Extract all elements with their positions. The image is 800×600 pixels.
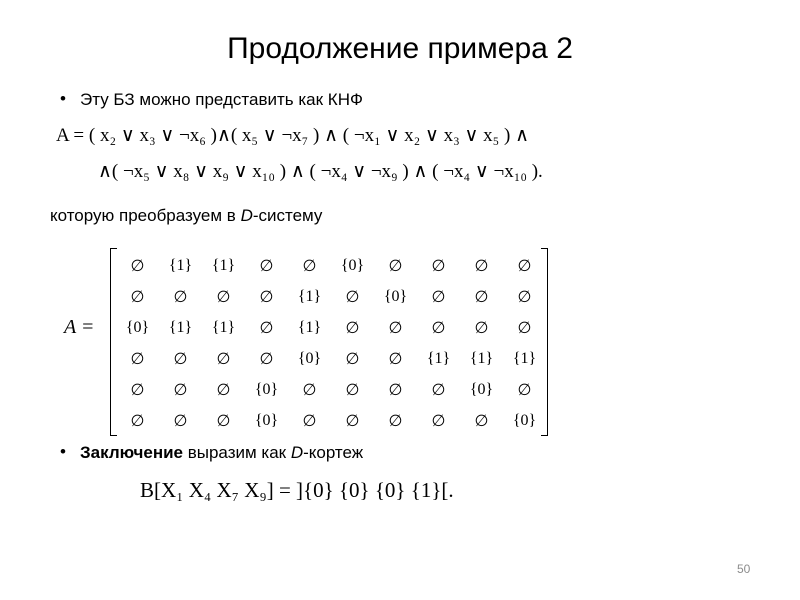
matrix-cell: {1}: [168, 318, 193, 336]
matrix-cell: ∅: [388, 381, 403, 399]
matrix-label: A =: [64, 316, 95, 338]
d-tuple-formula: B[X₁ X₄ X₇ X₉] = ]{0} {0} {0} {1}[.: [140, 478, 454, 502]
matrix-cell: ∅: [130, 381, 145, 399]
matrix-cell: ∅: [431, 288, 446, 306]
matrix-cell: ∅: [474, 288, 489, 306]
matrix-cell: ∅: [388, 412, 403, 430]
matrix-cell: ∅: [302, 381, 317, 399]
matrix-cell: {0}: [297, 349, 322, 367]
matrix-cell: ∅: [302, 412, 317, 430]
matrix-cell: {0}: [512, 411, 537, 429]
transform-text: [50, 206, 322, 226]
matrix-cell: ∅: [517, 381, 532, 399]
matrix-cell: ∅: [130, 257, 145, 275]
matrix-cell: {1}: [168, 256, 193, 274]
transform-d-italic: D: [240, 206, 253, 225]
matrix-cell: ∅: [517, 257, 532, 275]
matrix-cell: ∅: [517, 319, 532, 337]
cnf-formula-line-1: A = ( x₂ ∨ x₃ ∨ ¬x₆ )∧( x₅ ∨ ¬x₇ ) ∧ ( ¬x₁ ∨ x₂ ∨ x₃ ∨ x₅ ) ∧: [56, 125, 530, 146]
matrix-cell: ∅: [216, 350, 231, 368]
matrix-cell: ∅: [216, 288, 231, 306]
matrix-cell: ∅: [345, 381, 360, 399]
conclusion-bold: Заключение: [80, 443, 183, 462]
matrix-cell: {0}: [254, 380, 279, 398]
matrix-cell: {1}: [297, 318, 322, 336]
d-system-matrix: [116, 250, 546, 436]
bullet-knf: [60, 89, 363, 110]
bullet-dot: •: [60, 442, 66, 461]
transform-prefix: которую преобразуем в: [50, 206, 241, 225]
matrix-right-bracket: [541, 248, 548, 436]
matrix-cell: ∅: [259, 350, 274, 368]
matrix-cell: ∅: [259, 257, 274, 275]
bullet-knf-text: Эту БЗ можно представить как КНФ: [80, 90, 363, 109]
matrix-cell: ∅: [431, 412, 446, 430]
matrix-cell: {0}: [340, 256, 365, 274]
transform-suffix: -систему: [252, 206, 323, 225]
matrix-cell: ∅: [431, 257, 446, 275]
conclusion-d-italic: D: [290, 443, 304, 462]
matrix-cell: {1}: [469, 349, 494, 367]
conclusion-tail: -кортеж: [303, 443, 364, 462]
matrix-cell: ∅: [216, 412, 231, 430]
cnf-formula-line-2: ∧( ¬x₅ ∨ x₈ ∨ x₉ ∨ x₁₀ ) ∧ ( ¬x₄ ∨ ¬x₉ ) ∧ ( ¬x₄ ∨ ¬x₁₀ ).: [98, 161, 543, 182]
matrix-cell: ∅: [259, 288, 274, 306]
page-number: 50: [737, 562, 751, 576]
matrix-cell: ∅: [388, 319, 403, 337]
matrix-cell: ∅: [388, 350, 403, 368]
matrix-cell: ∅: [130, 412, 145, 430]
matrix-cell: ∅: [173, 412, 188, 430]
matrix-cell: {0}: [469, 380, 494, 398]
conclusion-rest: выразим как: [183, 443, 291, 462]
matrix-cell: ∅: [173, 288, 188, 306]
matrix-cell: ∅: [216, 381, 231, 399]
matrix-cell: ∅: [345, 288, 360, 306]
bullet-dot: •: [60, 89, 66, 108]
matrix-cell: ∅: [474, 257, 489, 275]
matrix-cell: {1}: [211, 318, 236, 336]
matrix-cell: ∅: [173, 381, 188, 399]
matrix-cell: {1}: [297, 287, 322, 305]
bullet-conclusion: [60, 442, 364, 463]
matrix-cell: ∅: [345, 319, 360, 337]
matrix-cell: ∅: [388, 257, 403, 275]
matrix-cell: ∅: [130, 288, 145, 306]
matrix-cell: {1}: [512, 349, 537, 367]
matrix-cell: ∅: [302, 257, 317, 275]
matrix-cell: ∅: [345, 412, 360, 430]
matrix-cell: {1}: [211, 256, 236, 274]
matrix-cell: ∅: [130, 350, 145, 368]
matrix-cell: {0}: [383, 287, 408, 305]
matrix-cell: {0}: [254, 411, 279, 429]
matrix-cell: ∅: [345, 350, 360, 368]
matrix-cell: ∅: [474, 319, 489, 337]
matrix-cell: ∅: [431, 381, 446, 399]
matrix-cell: {0}: [125, 318, 150, 336]
matrix-cell: ∅: [517, 288, 532, 306]
matrix-cell: ∅: [173, 350, 188, 368]
matrix-cell: ∅: [259, 319, 274, 337]
matrix-cell: ∅: [431, 319, 446, 337]
matrix-cell: {1}: [426, 349, 451, 367]
slide-title: Продолжение примера 2: [227, 32, 573, 65]
matrix-cell: ∅: [474, 412, 489, 430]
